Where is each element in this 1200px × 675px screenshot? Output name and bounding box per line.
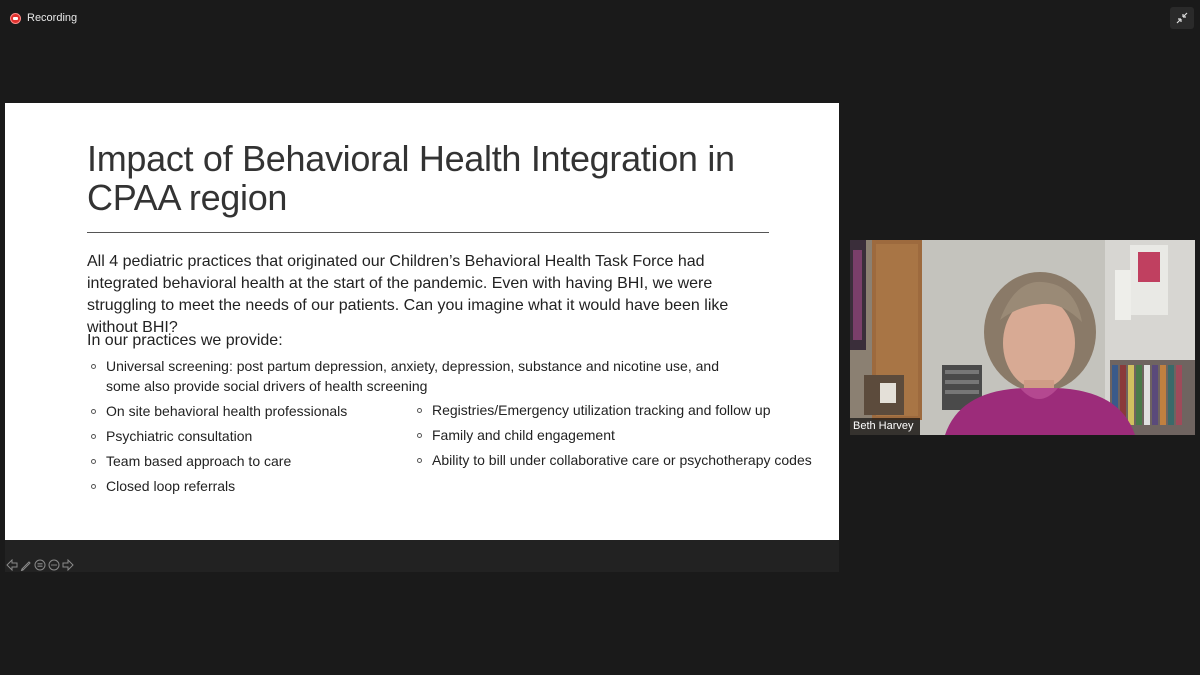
menu-circle-icon	[34, 559, 46, 571]
presentation-slide	[5, 103, 839, 540]
list-item: Psychiatric consultation	[87, 426, 417, 446]
next-slide-button[interactable]	[61, 558, 74, 572]
arrow-right-icon	[62, 559, 74, 571]
shared-screen	[5, 103, 839, 572]
pen-icon	[20, 559, 32, 571]
list-item: Universal screening: post partum depression, anxiety, depression, substance and nicotine use, and some also provide social drivers of health screening	[87, 356, 747, 396]
list-item: Registries/Emergency utilization tracking and follow up	[413, 400, 833, 420]
bullet-list-full	[87, 356, 747, 396]
participant-video-feed	[850, 240, 1195, 435]
exit-fullscreen-icon	[1176, 12, 1188, 24]
slide-title: Impact of Behavioral Health Integration in CPAA region	[87, 138, 735, 218]
list-item: On site behavioral health professionals	[87, 401, 417, 421]
recording-indicator[interactable]	[10, 10, 77, 26]
slide-intro-paragraph: All 4 pediatric practices that originated our Children’s Behavioral Health Task Force had integrated behavioral health at the start of the pandemic. Even with having BHI, we were struggling to meet the needs of our patients. Can you imagine what it would have been like without BHI?	[87, 253, 729, 336]
recording-icon	[10, 13, 21, 24]
list-item: Team based approach to care	[87, 451, 417, 471]
participant-name-tag: Beth Harvey	[850, 418, 920, 435]
exit-fullscreen-button[interactable]	[1170, 7, 1194, 29]
list-item: Ability to bill under collaborative care or psychotherapy codes	[413, 450, 833, 470]
title-divider	[87, 232, 769, 233]
previous-slide-button[interactable]	[5, 558, 18, 572]
slide-options-button[interactable]	[47, 558, 60, 572]
list-item: Closed loop referrals	[87, 476, 417, 496]
slide-menu-button[interactable]	[33, 558, 46, 572]
slideshow-controls	[5, 556, 74, 574]
more-circle-icon	[48, 559, 60, 571]
bullet-list-right	[413, 400, 833, 475]
recording-label: Recording	[27, 12, 78, 24]
participant-video[interactable]	[850, 240, 1195, 435]
bullet-list-left	[87, 401, 417, 501]
arrow-left-icon	[6, 559, 18, 571]
list-item: Family and child engagement	[413, 425, 833, 445]
pen-tool-button[interactable]	[19, 558, 32, 572]
provide-heading: In our practices we provide:	[87, 332, 283, 349]
